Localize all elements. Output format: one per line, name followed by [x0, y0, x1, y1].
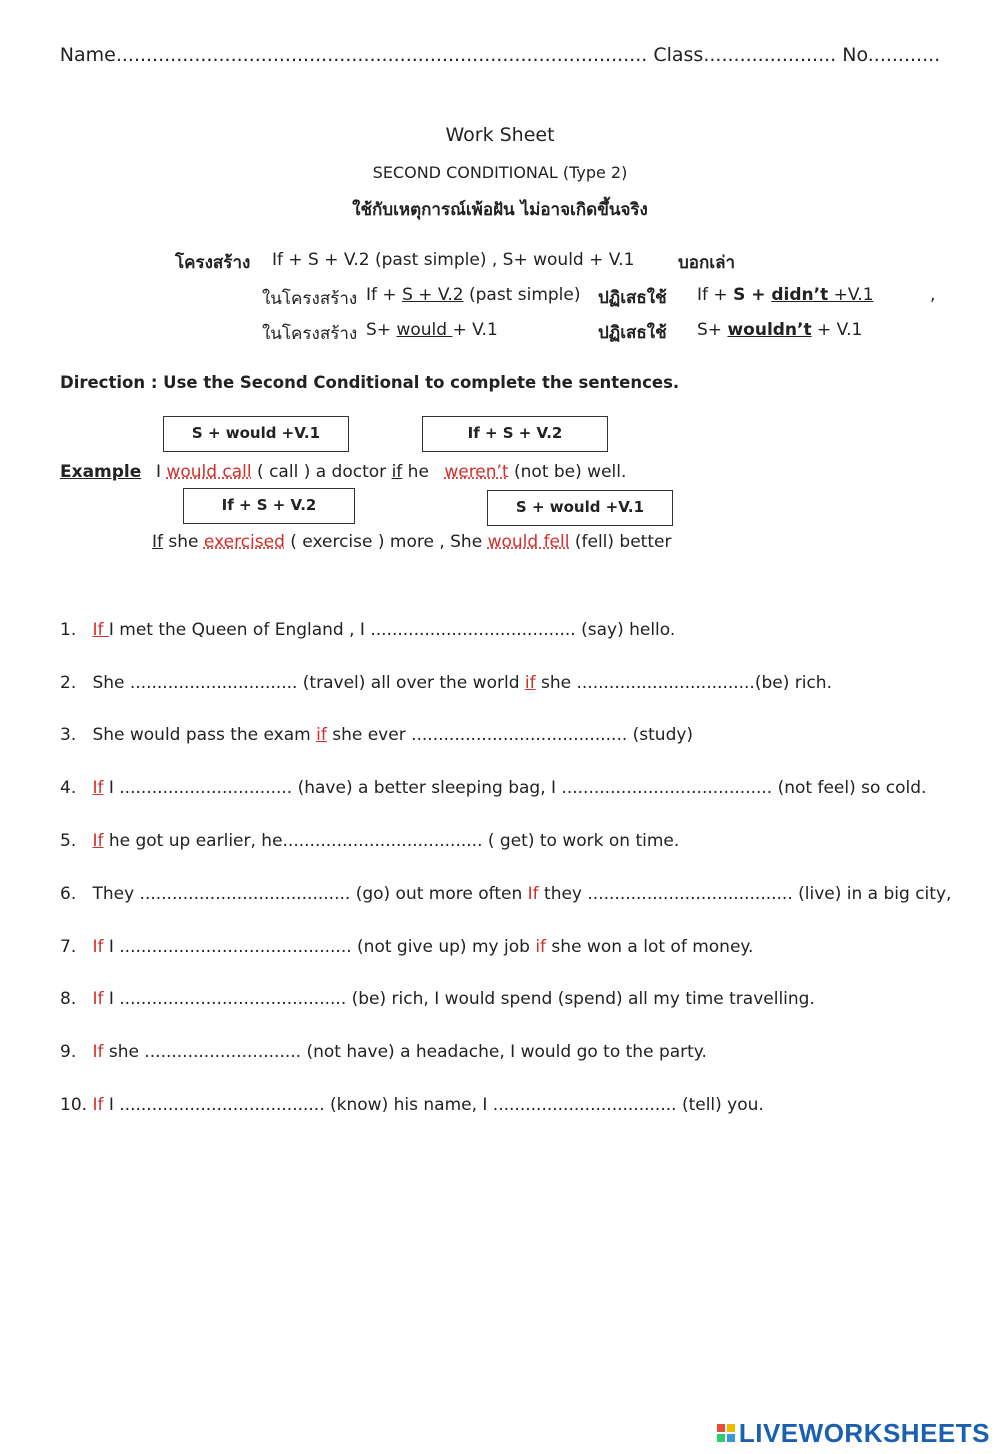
direction-text: Direction : Use the Second Conditional to complete the sentences.: [60, 373, 680, 392]
structure-row3-label: ในโครงสร้าง: [262, 324, 358, 344]
logo-text: LIVEWORKSHEETS: [738, 1417, 990, 1448]
example-answer-4: would fell: [487, 532, 570, 552]
negative-label-row3: ปฏิเสธใช้: [598, 323, 667, 343]
question-4: 4. If I ................................ (have) a better sleeping bag, I ....................................... (not feel) so cold.: [60, 778, 927, 798]
example-sentence-1: I would call ( call ) a doctor if he weren’t (not be) well.: [156, 462, 627, 482]
affirmative-label: บอกเล่า: [678, 253, 736, 273]
structure-row3-formula: S+ would + V.1: [366, 320, 498, 340]
structure-row2-comma: ,: [930, 285, 936, 305]
structure-row3-negative: S+ wouldn’t + V.1: [697, 320, 863, 340]
formula-box-would: S + would +V.1: [163, 416, 349, 452]
formula-box-would-2: S + would +V.1: [487, 490, 673, 526]
question-10: 10. If I ...................................... (know) his name, I .................................. (tell) you.: [60, 1095, 764, 1115]
structure-row2-label: ในโครงสร้าง: [262, 289, 358, 309]
logo-blocks-icon: [717, 1424, 735, 1442]
name-class-line: Name........................................................................................ Class...................... No............: [59, 44, 941, 66]
question-8: 8. If I .......................................... (be) rich, I would spend (spend) all my time travelling.: [60, 989, 815, 1009]
example-answer-2: weren’t: [444, 462, 509, 482]
example-answer-1: would call: [166, 462, 252, 482]
structure-row2-negative: If + S + didn’t +V.1: [697, 285, 874, 305]
worksheet-subtitle: SECOND CONDITIONAL (Type 2): [372, 163, 628, 182]
liveworksheets-logo[interactable]: [717, 1418, 990, 1448]
example-label: Example: [60, 462, 142, 482]
structure-row2-formula: If + S + V.2 (past simple): [366, 285, 581, 305]
question-7: 7. If I ........................................... (not give up) my job if she won a lot of money.: [60, 937, 754, 957]
question-3: 3. She would pass the exam if she ever ........................................ (study): [60, 725, 694, 745]
structure-formula: If + S + V.2 (past simple) , S+ would + V.1: [272, 250, 635, 270]
example-answer-3: exercised: [203, 532, 285, 552]
formula-box-if: If + S + V.2: [422, 416, 608, 452]
question-2: 2. She ............................... (travel) all over the world if she .................................(be) rich.: [60, 673, 832, 693]
question-9: 9. If she ............................. (not have) a headache, I would go to the party.: [60, 1042, 707, 1062]
example-sentence-2: If she exercised ( exercise ) more , She would fell (fell) better: [152, 532, 672, 552]
formula-box-if-2: If + S + V.2: [183, 488, 355, 524]
question-6: 6. They ....................................... (go) out more often If they ...................................... (live) in a big city,: [60, 884, 952, 904]
thai-description: ใช้กับเหตุการณ์เพ้อฝัน ไม่อาจเกิดขึ้นจริง: [352, 200, 648, 220]
question-1: 1. If I met the Queen of England , I ...................................... (say) hello.: [60, 620, 676, 640]
worksheet-title: Work Sheet: [445, 124, 555, 146]
negative-label-row2: ปฏิเสธใช้: [598, 288, 667, 308]
question-5: 5. If he got up earlier, he..................................... ( get) to work on time.: [60, 831, 680, 851]
structure-label: โครงสร้าง: [175, 253, 251, 273]
